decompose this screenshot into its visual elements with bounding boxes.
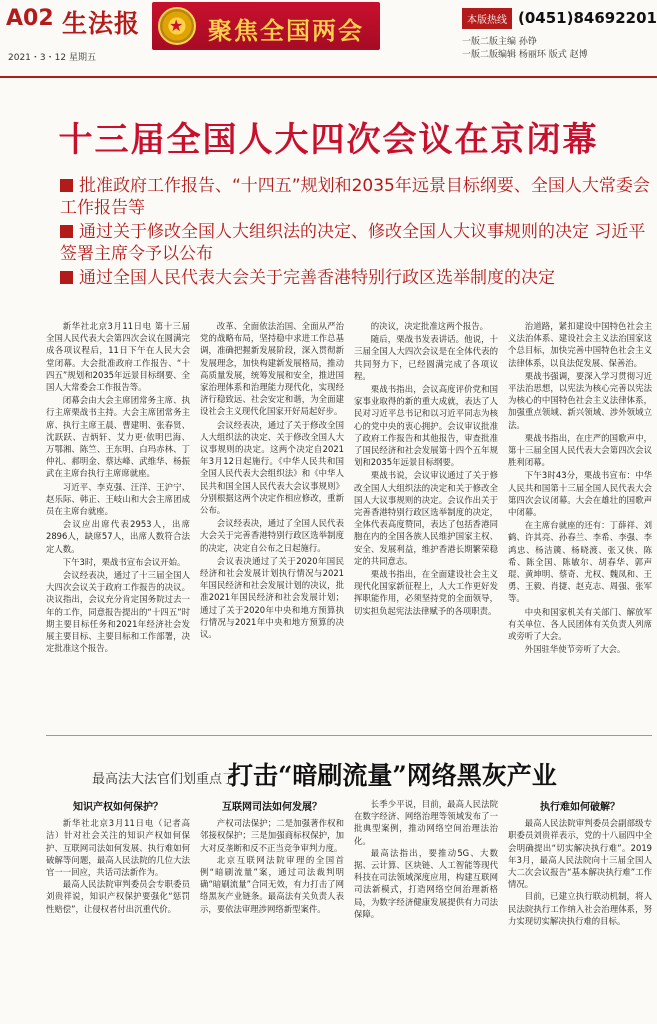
- section-divider: [46, 735, 652, 736]
- paragraph: 长季少平说，目前，最高人民法院在数字经济、网络治理等领域发布了一批典型案例，推动网络空间治理法治化。: [354, 799, 498, 846]
- second-kicker: 最高法大法官们划重点了: [92, 772, 236, 787]
- paragraph: 会议经表决，通过了全国人民代表大会关于完善香港特别行政区选举制度的决定，决定自公布之日起施行。: [200, 518, 344, 553]
- subheadlines: [60, 175, 650, 291]
- article-column: [354, 798, 498, 1018]
- second-headline: 打击“暗刷流量”网络黑灰产业: [228, 761, 557, 790]
- hotline-label: 本版热线: [462, 8, 512, 29]
- paragraph: 产权司法保护；二是加强著作权和邻接权保护；三是加强商标权保护，加大对反垄断和反不正当竞争审判力度。: [200, 818, 344, 853]
- editor-line: 一版二版主编 孙铮: [462, 37, 537, 47]
- paragraph: 会议经表决，通过了十三届全国人大四次会议关于政府工作报告的决议。决议指出，会议充分肯定国务院过去一年的工作，同意报告提出的“十四五”时期主要目标任务和2021年经济社会发展主要目标、主要目标和工作部署，决定批准这个报告。: [46, 570, 190, 654]
- paragraph: 栗战书说，会议审议通过了关于修改全国人大组织法的决定和关于修改全国人大议事规则的决定。会议作出关于完善香港特别行政区选举制度的决定，全体代表高度赞同，表达了包括香港同胞在内的全国各族人民维护国家主权、安全、发展利益，维护香港长期繁荣稳定的共同意志。: [354, 470, 498, 566]
- paragraph: 下午3时，栗战书宣布会议开始。: [62, 556, 186, 567]
- article-column: [354, 320, 498, 728]
- paper-name: 生法报: [62, 9, 141, 38]
- hotline: [462, 8, 657, 28]
- section-heading: 互联网司法如何发展？: [222, 802, 322, 813]
- paragraph: 改革、全面依法治国、全面从严治党的战略布局，坚持稳中求进工作总基调，准确把握新发展阶段，深入贯彻新发展理念，加快构建新发展格局，推动高质量发展，统筹发展和安全，推进国家治理体系和治理能力现代化，实现经济行稳致远、社会安定和谐，为全面建设社会主义现代化国家开好局起好步。: [200, 321, 344, 417]
- paragraph: 治道路，紧扣建设中国特色社会主义法治体系、建设社会主义法治国家这个总目标，加快完善中国特色社会主义法律体系，以良法促发展、保善治。: [508, 321, 652, 368]
- banner-title: 聚焦全国两会: [208, 17, 364, 45]
- paragraph: 栗战书指出，在全面建设社会主义现代化国家新征程上，人大工作更好发挥职能作用，必须坚持党的全面领导，切实担负起宪法法律赋予的各项职责。: [354, 569, 498, 616]
- paragraph: 新华社北京3月11日电（记者高洁）针对社会关注的知识产权如何保护、互联网司法如何发展、执行难如何破解等问题，最高人民法院的几位大法官一一回应，共话司法新作为。: [46, 818, 190, 878]
- paragraph: 在主席台就座的还有：丁薛祥、刘鹤、许其亮、孙春兰、李希、李强、李鸿忠、杨洁篪、杨晓渡、张又侠、陈希、陈全国、陈敏尔、胡春华、郭声琨、黄坤明、蔡奇、尤权、魏凤和、王勇、王毅、肖捷、赵克志、周强、张军等。: [508, 520, 652, 604]
- paragraph: 会议经表决，通过了关于修改全国人大组织法的决定、关于修改全国人大议事规则的决定。这两个决定自2021年3月12日起施行。《中华人民共和国全国人民代表大会组织法》和《中华人民共和国全国人民代表大会议事规则》分别根据这两个决定作相应修改，重新公布。: [200, 419, 344, 516]
- section-heading: 知识产权如何保护？: [73, 802, 163, 813]
- article-column: [46, 798, 190, 1018]
- subheadline: 通过关于修改全国人大组织法的决定、修改全国人大议事规则的决定 习近平签署主席令予以公布: [60, 222, 646, 264]
- paragraph: 新华社北京3月11日电 第十三届全国人民代表大会第四次会议在圆满完成各项议程后，11日下午在人民大会堂闭幕。大会批准政府工作报告、“十四五”规划和2035年远景目标纲要、全国人大常委会工作报告等。: [46, 321, 190, 393]
- hotline-number: (0451)84692201: [518, 9, 657, 27]
- paragraph: 会议表决通过了关于2020年国民经济和社会发展计划执行情况与2021年国民经济和社会发展计划的决议，批准2021年国民经济和社会发展计划；通过了关于2020年中央和地方预算执行情况与2021年中央和地方预算的决议。: [200, 555, 344, 640]
- paragraph: 会议应出席代表2953人，出席2896人，缺席57人，出席人数符合法定人数。: [46, 519, 190, 554]
- article-column: [508, 798, 652, 1018]
- paragraph: 北京互联网法院审理的全国首例“暗刷流量”案，通过司法裁判明确“暗刷流量”合同无效，有力打击了网络黑灰产业链条。最高法有关负责人表示，要依法审理涉网络新型案件。: [200, 854, 344, 914]
- paragraph: 最高人民法院审判委员会专职委员刘贵祥说，知识产权保护要强化“惩罚性赔偿”，让侵权者付出沉重代价。: [46, 879, 190, 914]
- main-article: [46, 320, 652, 728]
- paragraph: 外国驻华使节旁听了大会。: [524, 644, 626, 655]
- paragraph: 目前，已建立执行联动机制，将人民法院执行工作纳入社会治理体系，努力实现切实解决执行难的目标。: [508, 891, 652, 926]
- second-article: [46, 798, 652, 1018]
- square-bullet-icon: [60, 179, 73, 192]
- paragraph: 最高法指出，要推动5G、大数据、云计算、区块链、人工智能等现代科技在司法领域深度应用，构建互联网司法新模式，打造网络空间治理新格局，为数字经济健康发展提供有力司法保障。: [354, 847, 498, 919]
- subheadline: 批准政府工作报告、“十四五”规划和2035年远景目标纲要、全国人大常委会工作报告等: [60, 176, 650, 218]
- square-bullet-icon: [60, 271, 73, 284]
- paragraph: 中央和国家机关有关部门、解放军有关单位、各人民团体有关负责人列席或旁听了大会。: [508, 606, 652, 642]
- subheadline: 通过全国人民代表大会关于完善香港特别行政区选举制度的决定: [60, 267, 650, 289]
- paragraph: 最高人民法院审判委员会副部级专职委员刘贵祥表示，党的十八届四中全会明确提出“切实解决执行难”。2019年3月，最高人民法院向十三届全国人大二次会议报告“基本解决执行难”工作情况。: [508, 818, 652, 890]
- paragraph: 的决议，决定批准这两个报告。: [370, 321, 489, 331]
- page-number: A02: [6, 6, 54, 31]
- article-column: [46, 320, 190, 728]
- main-headline: 十三届全国人大四次会议在京闭幕: [58, 120, 599, 160]
- section-heading: 执行难如何破解？: [540, 802, 620, 813]
- paragraph: 栗战书指出，在庄严的国歌声中，第十三届全国人民代表大会第四次会议胜利闭幕。: [508, 432, 652, 468]
- paragraph: 下午3时43分，栗战书宣布：中华人民共和国第十三届全国人民代表大会第四次会议闭幕。大会在雄壮的国歌声中闭幕。: [508, 470, 652, 518]
- article-column: [508, 320, 652, 728]
- paragraph: 栗战书指出，会议高度评价党和国家事业取得的新的重大成就，表达了人民对习近平总书记和以习近平同志为核心的党中央的衷心拥护。会议审议批准了政府工作报告和其他报告，审查批准了国民经济和社会发展第十四个五年规划和2035年远景目标纲要。: [354, 384, 498, 468]
- date-line: 2021・3・12 星期五: [8, 53, 96, 63]
- paragraph: 随后，栗战书发表讲话。他说，十三届全国人大四次会议是在全体代表的共同努力下，已经圆满完成了各项议程。: [354, 334, 498, 381]
- paragraph: 习近平、李克强、汪洋、王沪宁、赵乐际、韩正、王岐山和大会主席团成员在主席台就座。: [46, 481, 190, 517]
- paragraph: 栗战书强调，要深入学习贯彻习近平法治思想，以宪法为核心完善以宪法为核心的中国特色社会主义法律体系，加强重点领域、新兴领域、涉外领域立法。: [508, 370, 652, 430]
- article-column: [200, 320, 344, 728]
- national-emblem-icon: ★: [158, 7, 196, 45]
- masthead: [0, 0, 657, 78]
- paragraph: 闭幕会由大会主席团常务主席、执行主席栗战书主持。大会主席团常务主席、执行主席王晨、曹建明、张春贤、沈跃跃、吉炳轩、艾力更·依明巴海、万鄂湘、陈竺、王东明、白玛赤林、丁仲礼、郝明金、蔡达峰、武维华、杨振武在主席台执行主席席就座。: [46, 395, 190, 479]
- article-column: [200, 798, 344, 1018]
- editor-line: 一版二版编辑 杨丽环 版式 赵博: [462, 50, 588, 60]
- section-banner: [152, 2, 380, 50]
- editor-credits: [462, 36, 588, 62]
- square-bullet-icon: [60, 225, 73, 238]
